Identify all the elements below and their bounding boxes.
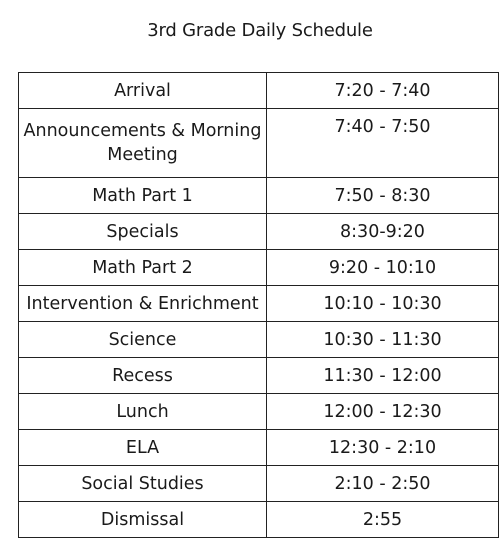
table-row	[19, 250, 499, 286]
time-cell: 7:50 - 8:30	[267, 178, 499, 214]
time-cell: 7:40 - 7:50	[267, 109, 499, 178]
schedule-table	[18, 72, 499, 538]
table-row	[19, 466, 499, 502]
table-row	[19, 394, 499, 430]
activity-cell: Math Part 2	[19, 250, 267, 286]
time-cell: 12:00 - 12:30	[267, 394, 499, 430]
time-cell: 8:30-9:20	[267, 214, 499, 250]
time-cell: 7:20 - 7:40	[267, 73, 499, 109]
activity-cell: Intervention & Enrichment	[19, 286, 267, 322]
table-row	[19, 502, 499, 538]
activity-cell: Arrival	[19, 73, 267, 109]
table-row	[19, 109, 499, 178]
activity-cell: Dismissal	[19, 502, 267, 538]
time-cell: 11:30 - 12:00	[267, 358, 499, 394]
table-row	[19, 322, 499, 358]
time-cell: 2:10 - 2:50	[267, 466, 499, 502]
table-row	[19, 286, 499, 322]
activity-cell: Specials	[19, 214, 267, 250]
time-cell: 2:55	[267, 502, 499, 538]
time-cell: 9:20 - 10:10	[267, 250, 499, 286]
table-row	[19, 178, 499, 214]
table-row	[19, 73, 499, 109]
table-row	[19, 430, 499, 466]
time-cell: 12:30 - 2:10	[267, 430, 499, 466]
activity-cell: Social Studies	[19, 466, 267, 502]
time-cell: 10:10 - 10:30	[267, 286, 499, 322]
activity-cell: Lunch	[19, 394, 267, 430]
activity-cell: Science	[19, 322, 267, 358]
activity-cell: Recess	[19, 358, 267, 394]
time-cell: 10:30 - 11:30	[267, 322, 499, 358]
table-row	[19, 214, 499, 250]
table-row	[19, 358, 499, 394]
page-title: 3rd Grade Daily Schedule	[147, 20, 373, 41]
activity-cell: ELA	[19, 430, 267, 466]
activity-cell: Announcements & Morning Meeting	[19, 109, 267, 178]
activity-cell: Math Part 1	[19, 178, 267, 214]
